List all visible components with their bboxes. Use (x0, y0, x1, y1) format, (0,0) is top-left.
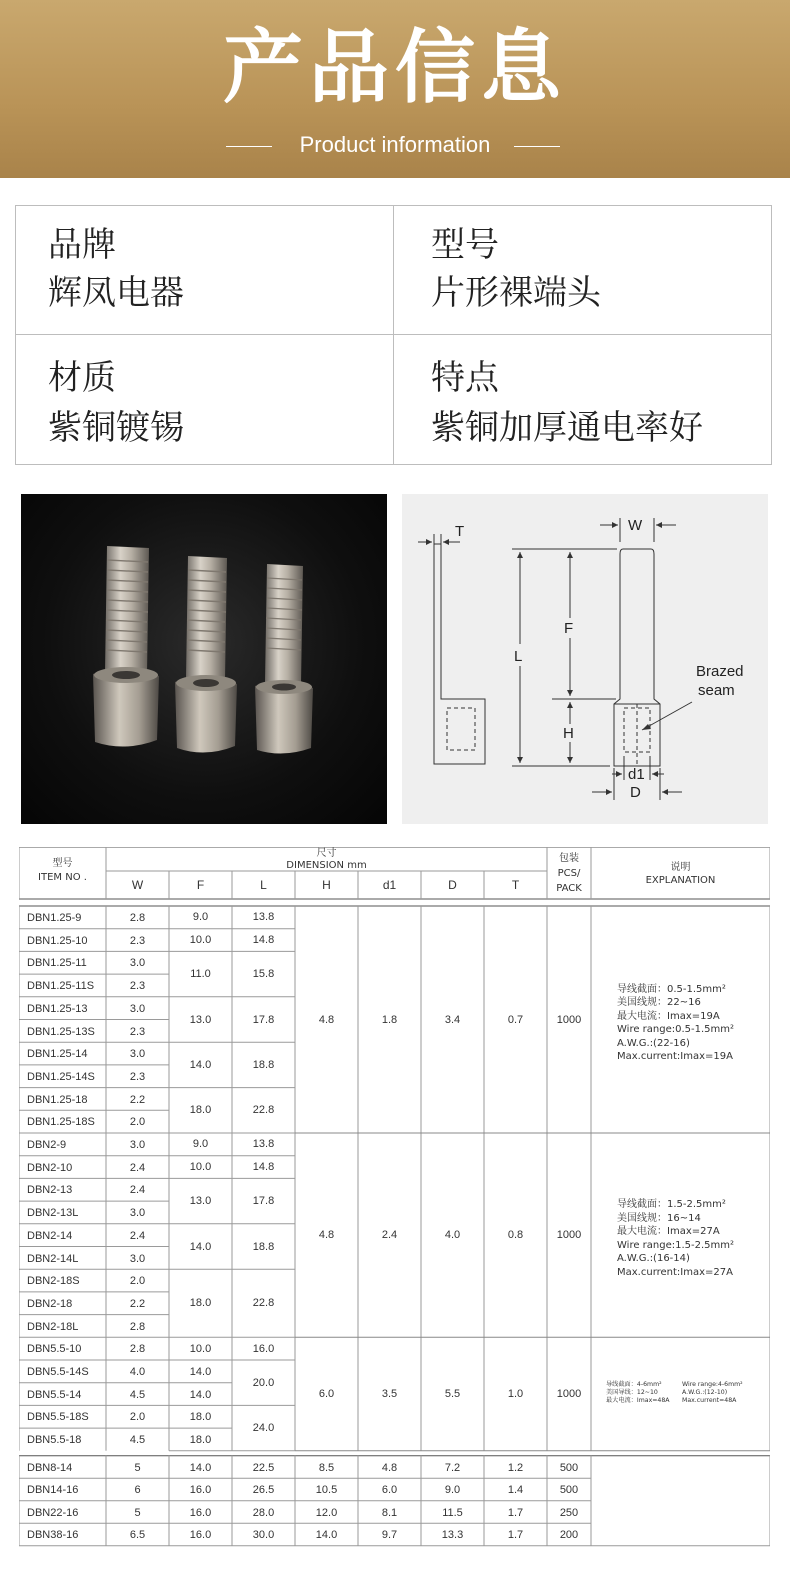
header-dimension-en: DIMENSION mm (286, 860, 367, 871)
row-w: 2.0 (129, 1411, 146, 1424)
bottom-row-cell: 28.0 (252, 1506, 275, 1519)
row-l: 15.8 (252, 968, 275, 981)
technical-drawing (402, 494, 768, 824)
row-f: 18.0 (189, 1297, 212, 1310)
bottom-row-cell: 10.5 (315, 1484, 338, 1497)
row-l: 17.8 (252, 1013, 275, 1026)
row-item-no: DBN5.5-18 (27, 1434, 82, 1447)
group-explanation-line: 导线截面：4-6mm² (606, 1381, 662, 1389)
bottom-row-cell: 14.0 (315, 1529, 338, 1542)
row-f: 10.0 (189, 934, 212, 947)
bottom-row-cell: 16.0 (189, 1529, 212, 1542)
bottom-row-cell: 6.0 (381, 1484, 398, 1497)
row-w: 4.5 (129, 1434, 146, 1447)
terminal-illustration (21, 494, 387, 824)
info-key: 材质 (48, 358, 116, 398)
terminal-middle (175, 556, 237, 753)
spec-table (19, 847, 770, 1567)
group-explanation-line: Max.current:Imax=27A (617, 1266, 733, 1278)
group-h: 4.8 (318, 1013, 335, 1026)
header-col-F: F (196, 878, 205, 892)
header-dimension-cn: 尺寸 (316, 848, 337, 859)
row-f: 14.0 (189, 1058, 212, 1071)
product-photo (21, 494, 387, 824)
bottom-row-cell: 26.5 (252, 1484, 275, 1497)
bottom-row-cell: 6 (134, 1484, 141, 1497)
group-d: 5.5 (444, 1388, 461, 1401)
group-explanation-line: Max.current=48A (682, 1397, 737, 1405)
row-w: 2.8 (129, 1320, 146, 1333)
group-d: 3.4 (444, 1013, 461, 1026)
info-value: 紫铜镀锡 (48, 408, 184, 448)
row-w: 3.0 (129, 1252, 146, 1265)
group-explanation-line: 美国线规：22~16 (617, 997, 701, 1008)
bottom-row-cell: 9.7 (381, 1529, 398, 1542)
row-item-no: DBN5.5-14S (27, 1366, 89, 1378)
bottom-row-cell: 4.8 (381, 1461, 398, 1474)
group-explanation-line: 美国导线：12~10 (606, 1389, 658, 1397)
row-f: 9.0 (192, 1138, 209, 1151)
header-pack-cn: 包装 (559, 853, 579, 864)
bottom-row-cell: 9.0 (444, 1484, 461, 1497)
row-w: 4.0 (129, 1366, 146, 1378)
label-W: W (628, 517, 643, 534)
bottom-row-cell: 8.5 (318, 1461, 335, 1474)
bottom-row-cell: 500 (559, 1484, 579, 1497)
row-item-no: DBN1.25-13 (27, 1002, 88, 1015)
bottom-row-cell: 11.5 (442, 1506, 463, 1519)
label-d1: d1 (628, 766, 645, 783)
row-item-no: DBN5.5-18S (27, 1411, 89, 1424)
label-T: T (455, 523, 465, 540)
bottom-row-cell: 500 (559, 1461, 579, 1474)
row-l: 17.8 (252, 1195, 275, 1208)
group-t: 0.7 (507, 1013, 524, 1026)
row-l: 14.8 (252, 934, 275, 947)
bottom-row-cell: 1.4 (507, 1484, 524, 1497)
header-pack-en1: PCS/ (557, 868, 581, 879)
info-key: 型号 (431, 225, 499, 265)
row-w: 3.0 (129, 1207, 146, 1220)
group-explanation-line: 美国线规：16~14 (617, 1212, 701, 1224)
row-w: 2.2 (129, 1093, 146, 1106)
bottom-row-cell: 200 (559, 1529, 579, 1542)
info-cell-model (394, 206, 771, 335)
row-w: 3.0 (129, 957, 146, 970)
label-D: D (630, 784, 641, 801)
divider (514, 146, 560, 147)
group-d1: 2.4 (381, 1229, 398, 1242)
side-view-hidden (447, 708, 475, 750)
row-item-no: DBN1.25-10 (27, 934, 88, 947)
group-explanation-line: A.W.G.:(12-10) (682, 1389, 728, 1397)
label-seam-1: Brazed (696, 663, 744, 680)
header-col-D: D (448, 878, 457, 892)
header-expl-cn: 说明 (670, 862, 691, 873)
label-seam-2: seam (698, 682, 735, 699)
bottom-row-cell: 30.0 (252, 1529, 275, 1542)
bottom-row-cell: 5 (134, 1506, 141, 1519)
bottom-row-cell: 13.3 (441, 1529, 464, 1542)
row-item-no: DBN2-14 (27, 1229, 73, 1242)
bottom-row-cell: 5 (134, 1461, 141, 1474)
bottom-row-item-no: DBN22-16 (27, 1506, 79, 1519)
group-explanation-line: Wire range:1.5-2.5mm² (617, 1239, 735, 1251)
group-explanation-line: Wire range:0.5-1.5mm² (617, 1024, 735, 1035)
terminal-right (255, 564, 313, 754)
bottom-row-cell: 7.2 (444, 1461, 461, 1474)
group-explanation-line: Wire range:4-6mm² (682, 1381, 743, 1389)
info-key: 品牌 (48, 225, 116, 265)
group-explanation-line: A.W.G.:(16-14) (617, 1253, 690, 1265)
group-d1: 3.5 (381, 1388, 398, 1401)
header-col-T: T (511, 878, 520, 892)
bottom-row-cell: 250 (559, 1506, 579, 1519)
group-explanation-line: 最大电流：Imax=19A (617, 1010, 720, 1022)
row-w: 2.2 (129, 1297, 146, 1310)
row-l: 20.0 (252, 1376, 275, 1389)
row-f: 18.0 (189, 1104, 212, 1117)
row-item-no: DBN2-13L (27, 1207, 79, 1220)
header-expl-en: EXPLANATION (645, 875, 716, 886)
dimension-diagram (402, 494, 768, 824)
row-item-no: DBN1.25-14 (27, 1048, 88, 1061)
row-l: 24.0 (252, 1422, 275, 1435)
row-l: 13.8 (252, 1138, 275, 1151)
info-cell-material (16, 335, 394, 464)
header-col-d1: d1 (382, 878, 397, 892)
group-d: 4.0 (444, 1229, 461, 1242)
bottom-row-cell: 22.5 (252, 1461, 275, 1474)
row-w: 2.8 (129, 1343, 146, 1356)
bottom-row-cell: 16.0 (189, 1484, 212, 1497)
info-cell-feature (394, 335, 771, 464)
group-explanation-line: 最大电流：Imax=48A (606, 1397, 670, 1405)
group-explanation-line: 导线截面：1.5-2.5mm² (617, 1199, 726, 1211)
group-d1: 1.8 (381, 1013, 398, 1026)
group-t: 1.0 (507, 1388, 524, 1401)
header-banner (0, 0, 790, 178)
info-value: 辉凤电器 (48, 273, 184, 313)
group-t: 0.8 (507, 1229, 524, 1242)
row-item-no: DBN1.25-18 (27, 1093, 88, 1106)
group-pack: 1000 (556, 1013, 582, 1026)
label-L: L (514, 648, 523, 665)
row-item-no: DBN2-18 (27, 1297, 73, 1310)
bottom-row-cell: 1.7 (507, 1529, 524, 1542)
page-title: 产品信息 (223, 21, 567, 114)
row-l: 13.8 (252, 911, 275, 924)
bottom-row-cell: 16.0 (189, 1506, 212, 1519)
bottom-row-cell: 6.5 (129, 1529, 146, 1542)
bottom-row-cell: 1.7 (507, 1506, 524, 1519)
row-l: 18.8 (252, 1240, 275, 1253)
row-f: 9.0 (192, 911, 209, 924)
row-item-no: DBN2-14L (27, 1252, 79, 1265)
terminal-left (93, 546, 159, 747)
row-f: 13.0 (189, 1013, 212, 1026)
row-item-no: DBN2-9 (27, 1139, 67, 1151)
row-w: 2.4 (129, 1229, 146, 1242)
row-w: 3.0 (129, 1002, 146, 1015)
row-w: 2.4 (129, 1184, 146, 1197)
info-cell-brand (16, 206, 394, 335)
row-f: 10.0 (189, 1342, 212, 1355)
row-f: 14.0 (189, 1240, 212, 1253)
row-w: 2.4 (129, 1161, 146, 1174)
header-col-W: W (131, 878, 144, 892)
bottom-row-cell: 12.0 (315, 1506, 338, 1519)
info-value: 紫铜加厚通电率好 (431, 408, 703, 448)
row-item-no: DBN1.25-18S (27, 1116, 95, 1129)
group-pack: 1000 (556, 1229, 582, 1242)
row-item-no: DBN1.25-9 (27, 912, 82, 924)
row-f: 18.0 (189, 1434, 212, 1447)
info-key: 特点 (431, 358, 499, 398)
row-item-no: DBN1.25-14S (27, 1070, 95, 1083)
row-l: 16.0 (252, 1342, 275, 1355)
bottom-row-item-no: DBN14-16 (27, 1484, 79, 1497)
row-item-no: DBN2-10 (27, 1161, 73, 1174)
row-w: 2.3 (129, 1070, 146, 1083)
group-explanation-line: A.W.G.:(22-16) (617, 1037, 690, 1049)
group-pack: 1000 (556, 1388, 582, 1401)
header-pack-en2: PACK (556, 883, 582, 894)
page-subtitle: Product information (299, 132, 491, 157)
bottom-row-cell: 8.1 (381, 1506, 398, 1519)
row-item-no: DBN1.25-13S (27, 1025, 95, 1038)
info-grid (15, 205, 772, 465)
row-item-no: DBN1.25-11S (27, 980, 95, 993)
row-l: 22.8 (252, 1104, 275, 1117)
row-w: 3.0 (129, 1139, 146, 1151)
header-model-cn: 型号 (52, 858, 73, 869)
row-w: 3.0 (129, 1048, 146, 1061)
bottom-row-item-no: DBN38-16 (27, 1529, 79, 1542)
header-model-en: ITEM NO . (38, 872, 87, 883)
row-w: 2.0 (129, 1116, 146, 1129)
group-explanation-line: Max.current:Imax=19A (617, 1051, 733, 1062)
side-view-outline (434, 544, 485, 764)
row-w: 2.3 (129, 934, 146, 947)
row-item-no: DBN2-13 (27, 1184, 73, 1197)
row-w: 4.5 (129, 1388, 146, 1401)
group-h: 6.0 (318, 1388, 335, 1401)
row-f: 11.0 (190, 968, 211, 981)
row-f: 18.0 (189, 1411, 212, 1424)
group-explanation-line: 最大电流：Imax=27A (617, 1226, 720, 1238)
group-explanation-line: 导线截面：0.5-1.5mm² (617, 983, 726, 995)
row-f: 14.0 (189, 1366, 212, 1378)
row-l: 18.8 (252, 1058, 275, 1071)
row-f: 14.0 (189, 1388, 212, 1401)
label-H: H (563, 725, 574, 742)
info-value: 片形裸端头 (431, 273, 601, 313)
row-item-no: DBN5.5-10 (27, 1343, 82, 1356)
row-w: 2.3 (129, 1025, 146, 1038)
row-w: 2.3 (129, 980, 146, 993)
row-w: 2.0 (129, 1275, 146, 1288)
row-l: 22.8 (252, 1297, 275, 1310)
row-item-no: DBN1.25-11 (27, 957, 87, 970)
header-col-L: L (260, 878, 267, 892)
row-f: 10.0 (189, 1161, 212, 1174)
bottom-row-cell: 14.0 (189, 1461, 212, 1474)
label-F: F (564, 620, 574, 637)
bottom-row-item-no: DBN8-14 (27, 1461, 73, 1474)
row-f: 13.0 (189, 1195, 212, 1208)
group-h: 4.8 (318, 1229, 335, 1242)
row-w: 2.8 (129, 912, 146, 924)
row-l: 14.8 (252, 1161, 275, 1174)
header-col-H: H (322, 878, 331, 892)
row-item-no: DBN5.5-14 (27, 1388, 82, 1401)
row-item-no: DBN2-18L (27, 1320, 79, 1333)
row-item-no: DBN2-18S (27, 1275, 80, 1288)
bottom-row-cell: 1.2 (507, 1461, 524, 1474)
